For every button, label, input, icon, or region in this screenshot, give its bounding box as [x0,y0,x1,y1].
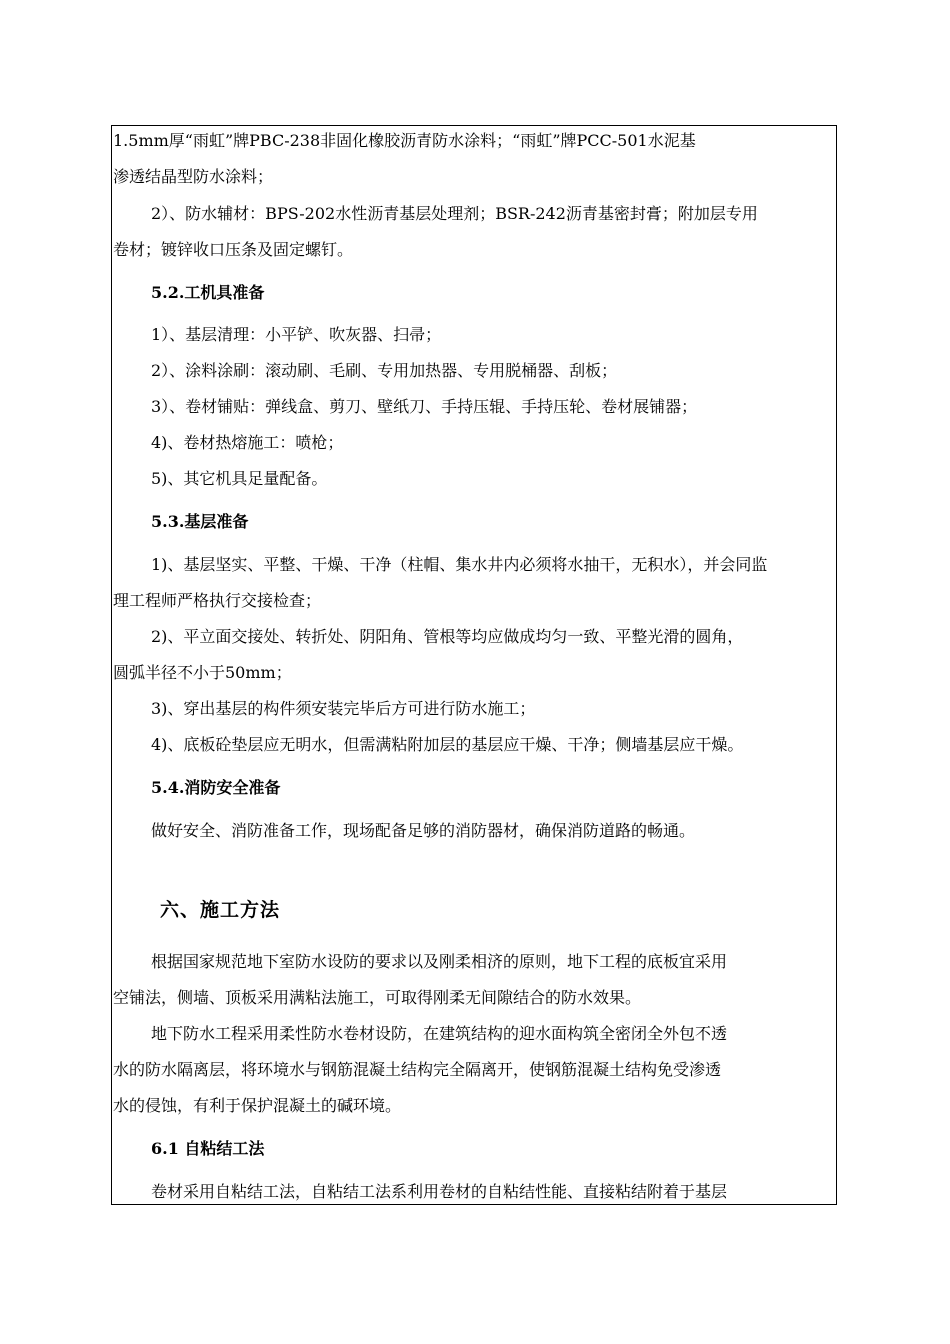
text-line: 3)、穿出基层的构件须安装完毕后方可进行防水施工； [151,699,536,718]
chapter-heading-6: 六、施工方法 [160,899,281,921]
text-line: 2）、防水辅材：BPS-202水性沥青基层处理剂；BSR-242沥青基密封膏；附加层专用 [151,204,758,223]
section-heading-5-3: 5.3.基层准备 [151,512,249,531]
text-line: 4)、底板砼垫层应无明水，但需满粘附加层的基层应干燥、干净；侧墙基层应干燥。 [151,735,744,754]
text-line: 水的防水隔离层，将环境水与钢筋混凝土结构完全隔离开，使钢筋混凝土结构免受渗透 [113,1060,722,1079]
text-line: 水的侵蚀，有利于保护混凝土的碱环境。 [113,1096,402,1115]
text-line: 2）、涂料涂刷：滚动刷、毛刷、专用加热器、专用脱桶器、刮板； [151,361,618,380]
text-line: 理工程师严格执行交接检查； [113,591,322,610]
section-heading-6-1: 6.1 自粘结工法 [151,1139,265,1158]
text-line: 卷材采用自粘结工法，自粘结工法系利用卷材的自粘结性能、直接粘结附着于基层 [151,1182,728,1201]
section-heading-5-4: 5.4.消防安全准备 [151,778,281,797]
text-line: 卷材；镀锌收口压条及固定螺钉。 [113,240,354,259]
text-line: 地下防水工程采用柔性防水卷材设防，在建筑结构的迎水面构筑全密闭全外包不透 [151,1024,728,1043]
text-line: 空铺法，侧墙、顶板采用满粘法施工，可取得刚柔无间隙结合的防水效果。 [113,988,642,1007]
text-line: 1）、基层清理：小平铲、吹灰器、扫帚； [151,325,442,344]
text-line: 圆弧半径不小于50mm； [113,663,292,682]
text-line: 1)、基层坚实、平整、干燥、干净（柱帽、集水井内必须将水抽干，无积水），并会同监 [151,555,768,574]
text-line: 1.5mm厚“雨虹”牌PBC-238非固化橡胶沥青防水涂料；“雨虹”牌PCC-501水泥基 [113,131,696,150]
text-line: 5)、其它机具足量配备。 [151,469,328,488]
section-heading-5-2: 5.2.工机具准备 [151,283,265,302]
text-line: 根据国家规范地下室防水设防的要求以及刚柔相济的原则，地下工程的底板宜采用 [151,952,728,971]
text-line: 2)、平立面交接处、转折处、阴阳角、管根等均应做成均匀一致、平整光滑的圆角， [151,627,744,646]
text-line: 3）、卷材铺贴：弹线盒、剪刀、壁纸刀、手持压辊、手持压轮、卷材展铺器； [151,397,698,416]
text-line: 做好安全、消防准备工作，现场配备足够的消防器材，确保消防道路的畅通。 [151,821,696,840]
text-line: 渗透结晶型防水涂料； [113,167,274,186]
text-line: 4)、卷材热熔施工：喷枪； [151,433,344,452]
